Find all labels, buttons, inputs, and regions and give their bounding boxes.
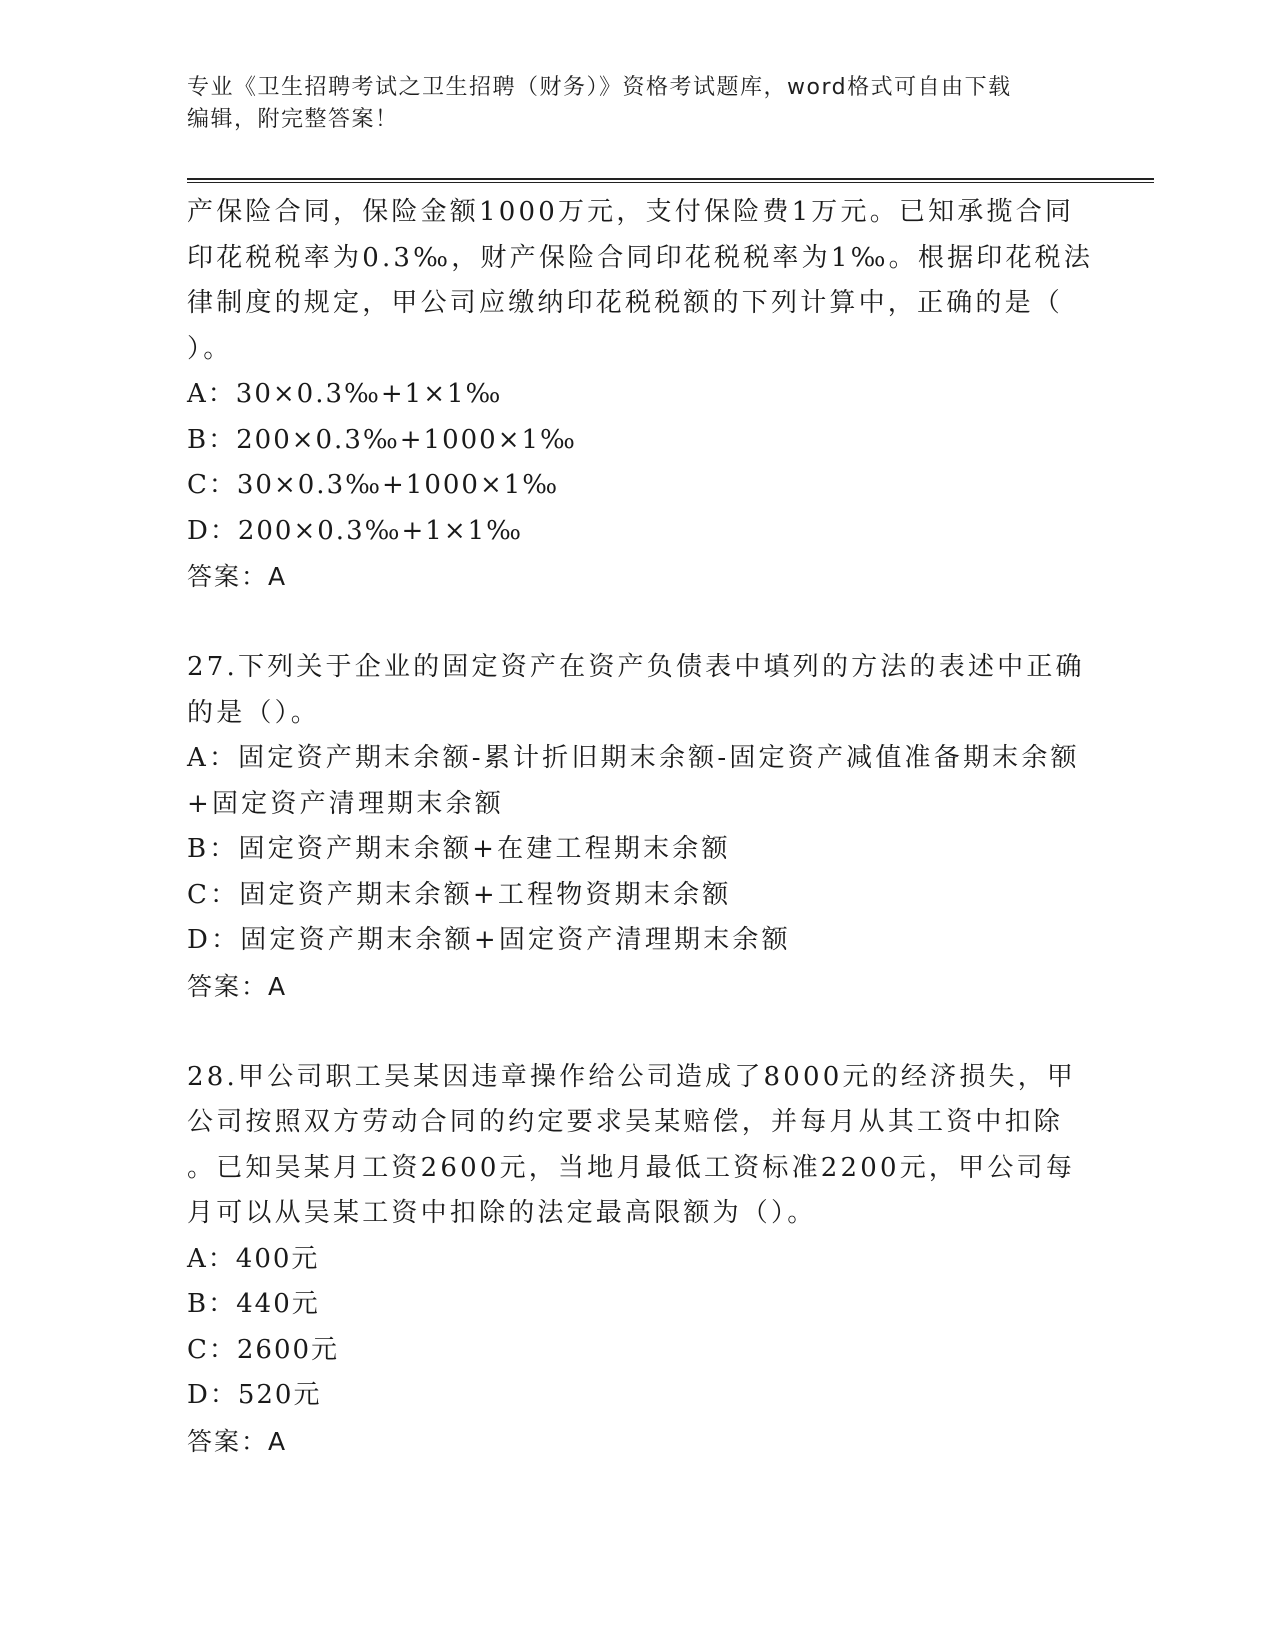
option-d: D：固定资产期末余额+固定资产清理期末余额 bbox=[187, 925, 791, 955]
spacer bbox=[187, 600, 1087, 646]
header-line-2: 编辑，附完整答案！ bbox=[187, 107, 399, 132]
option-b: B：440元 bbox=[187, 1289, 320, 1319]
page-header bbox=[187, 72, 1067, 136]
question-28 bbox=[187, 1055, 1087, 1465]
question-text-line: 28.甲公司职工吴某因违章操作给公司造成了8000元的经济损失，甲 bbox=[187, 1061, 1077, 1092]
option-b: B：固定资产期末余额+在建工程期末余额 bbox=[187, 834, 731, 864]
document-body bbox=[187, 190, 1094, 1464]
question-text-line: ）。 bbox=[187, 333, 233, 364]
spacer bbox=[187, 1009, 1087, 1055]
answer-line: 答案：A bbox=[187, 1426, 288, 1456]
option-b: B：200×0.3‰+1000×1‰ bbox=[187, 424, 577, 455]
question-text-line: 产保险合同，保险金额1000万元，支付保险费1万元。已知承揽合同 bbox=[187, 197, 1075, 227]
question-26 bbox=[187, 190, 1094, 600]
option-a: A：400元 bbox=[187, 1243, 320, 1274]
option-d: D：520元 bbox=[187, 1380, 322, 1410]
question-text-line: 律制度的规定，甲公司应缴纳印花税税额的下列计算中，正确的是（ bbox=[187, 288, 1064, 318]
answer-line: 答案：A bbox=[187, 971, 288, 1001]
option-c: C：2600元 bbox=[187, 1334, 340, 1365]
option-a: A：固定资产期末余额-累计折旧期末余额-固定资产减值准备期末余额 bbox=[187, 743, 1080, 773]
option-d: D：200×0.3‰+1×1‰ bbox=[187, 515, 524, 546]
option-c: C：固定资产期末余额+工程物资期末余额 bbox=[187, 879, 732, 910]
option-a: A：30×0.3‰+1×1‰ bbox=[187, 379, 503, 409]
question-text-line: 月可以从吴某工资中扣除的法定最高限额为（）。 bbox=[187, 1198, 817, 1228]
question-text-line: 公司按照双方劳动合同的约定要求吴某赔偿，并每月从其工资中扣除 bbox=[187, 1107, 1064, 1137]
option-a-continued: +固定资产清理期末余额 bbox=[187, 788, 504, 819]
header-divider bbox=[187, 178, 1154, 183]
question-text-line: 的是（）。 bbox=[187, 697, 321, 728]
question-text-line: 27.下列关于企业的固定资产在资产负债表中填列的方法的表述中正确 bbox=[187, 652, 1085, 682]
question-27 bbox=[187, 645, 1087, 1009]
answer-line: 答案：A bbox=[187, 562, 288, 591]
header-line-1: 专业《卫生招聘考试之卫生招聘（财务）》资格考试题库，word格式可自由下载 bbox=[187, 75, 1012, 100]
option-c: C：30×0.3‰+1000×1‰ bbox=[187, 470, 560, 500]
question-text-line: 。已知吴某月工资2600元，当地月最低工资标准2200元，甲公司每 bbox=[187, 1152, 1075, 1183]
question-text-line: 印花税税率为0.3‰，财产保险合同印花税税率为1‰。根据印花税法 bbox=[187, 242, 1094, 273]
